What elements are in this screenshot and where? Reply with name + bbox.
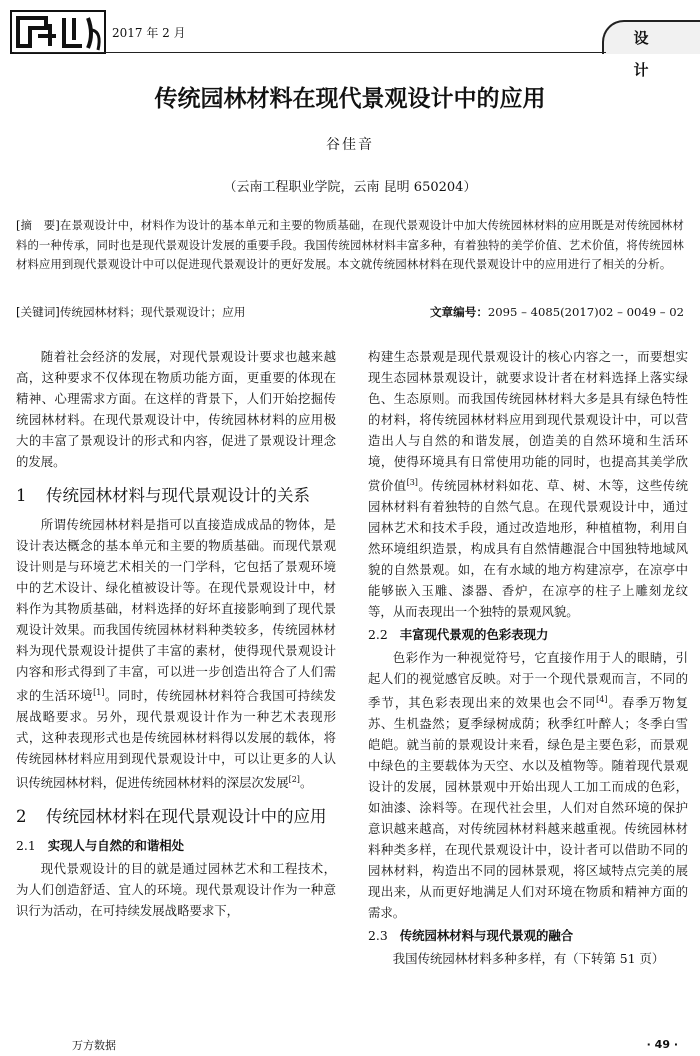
section-1-heading — [16, 482, 336, 510]
affiliation: （云南工程职业学院，云南 昆明 650204） — [223, 180, 477, 195]
article-id-value: 2095 – 4085(2017)02 – 0049 – 02 — [487, 305, 684, 319]
section-2-3-title: 传统园林材料与现代景观的融合 — [399, 928, 574, 944]
ref-1: [1] — [93, 688, 105, 697]
section-2-2-text-b: 。春季万物复苏、生机盎然；夏季绿树成荫；秋季红叶醉人；冬季白雪皑皑。就当前的景观设计来看，绿色是主要色彩，而景观中绿色的主要载体为天空、水以及植物等。随着现代景观设计的发展，园林景观中开始出现人工加工而成的色彩，如油漆、涂料等。在现代社会里，人们对自然环境的保护意识越来越高，对传统园林材料越来越重视。传统园林材料种类多样，在现代景观设计中，设计者可以借助不同的园林材料，构造出不同的园林景观，将区域特点完美的展现出来，从而更好地满足人们对环境在物质和精神方面的需求。 — [368, 695, 689, 921]
section-2-1-paragraph-b — [368, 346, 688, 622]
section-2-1-heading — [16, 835, 336, 856]
ref-3: [3] — [406, 478, 418, 487]
section-2-1-title: 实现人与自然的和谐相处 — [47, 838, 185, 854]
left-column — [16, 346, 336, 921]
keywords-label: [关键词] — [16, 305, 60, 319]
ref-2: [2] — [288, 775, 300, 785]
section-1-number: 1 — [16, 486, 27, 505]
page-number: · 49 · — [646, 1038, 678, 1051]
keywords-line — [16, 304, 684, 320]
abstract-text: 在景观设计中，材料作为设计的基本单元和主要的物质基础，在现代景观设计中加大传统园林材料的应用既是对传统园林材料的一种传承，同时也是现代景观设计发展的重要手段。我国传统园林材料丰富多种，有着独特的美学价值、艺术价值，将传统园林材料应用到现代景观设计中可以促进现代景观设计的更好发展。本文就传统园林材料在现代景观设计中的应用进行了相关的分析。 — [16, 219, 684, 271]
abstract — [16, 216, 684, 275]
ref-4: [4] — [596, 695, 608, 705]
section-2-1-text-a: 构建生态景观是现代景观设计的核心内容之一，而要想实现生态园林景观设计，就要求设计者在材料选择上落实绿色、生态原则。而我国传统园林材料大多是具有绿色特性的材料，将传统园林材料应用到现代景观设计中，可以营造出人与自然的和谐发展，创造美的自然环境和生活环境，使得环境具有日常使用功能的同时，也提高其美学欣赏价值 — [368, 349, 688, 494]
section-2-title: 传统园林材料在现代景观设计中的应用 — [46, 807, 327, 827]
journal-logo — [10, 10, 106, 54]
section-2-3-paragraph: 我国传统园林材料多种多样，有（下转第 51 页） — [392, 951, 665, 967]
header-rule — [14, 52, 606, 53]
section-2-2-title: 丰富现代景观的色彩表现力 — [399, 627, 549, 643]
section-2-1-text-b: 。传统园林材料如花、草、树、木等，这些传统园林材料有着独特的自然气息。在现代景观设计中，通过园林艺术和技术手段，通过改造地形，种植植物，利用自然环境组织造景，构成具有自然情趣混合中国独特地域风貌的自然景观。如，在有水域的地方构建凉亭，在凉亭中能够嵌入玉雕、漆器、香炉，在凉亭的柱子上雕刻龙纹等，从而表现出一个独特的景观风貌。 — [368, 478, 689, 620]
section-1-title: 传统园林材料与现代景观设计的关系 — [46, 486, 310, 505]
article-title: 传统园林材料在现代景观设计中的应用 — [154, 86, 546, 112]
section-2-heading — [16, 803, 336, 831]
section-1-paragraph — [16, 514, 336, 793]
abstract-label: [摘 要] — [16, 219, 60, 232]
section-2-number: 2 — [16, 807, 27, 827]
right-column — [368, 346, 688, 969]
section-2-2-number: 2.2 — [368, 627, 388, 643]
section-tab: 设 计 — [602, 20, 700, 54]
section-1-text-b: 。同时，传统园林材料符合我国可持续发展战略要求。另外，现代景观设计作为一种艺术表现形式，这种表现形式也是传统园林材料得以发展的载体，将传统园林材料应用到现代景观设计中，可以让更多的人认识传统园林材料，促进传统园林材料的深层次发展 — [16, 688, 337, 791]
section-1-text-a: 所谓传统园林材料是指可以直接造成成品的物体，是设计表达概念的基本单元和主要的物质基础。而现代景观设计则是与环境艺术相关的一门学科，它包括了景观环境中的艺术设计、绿化植被设计等。在现代景观设计中，材料作为其物质基础，材料选择的好坏直接影响到了现代景观设计效果。而我国传统园林材料种类较多，传统园林材料为现代景观设计提供了丰富的素材，使得现代景观设计内容和形式得到了丰富，可以进一步创造出符合了人们需求的生活环境 — [16, 517, 336, 704]
article-id-label: 文章编号： — [429, 305, 488, 319]
footer-note: 万方数据 — [72, 1039, 116, 1052]
section-2-1-number: 2.1 — [16, 838, 36, 854]
intro-paragraph: 随着社会经济的发展，对现代景观设计要求也越来越高，这种要求不仅体现在物质功能方面，更重要的体现在精神、心理需求方面。在这样的背景下，人们开始挖掘传统园林材料。在现代景观设计中，传统园林材料的应用极大的丰富了景观设计的形式和内容，促进了景观设计理念的发展。 — [16, 349, 336, 469]
page-header — [0, 0, 700, 79]
keywords: 传统园林材料；现代景观设计；应用 — [59, 305, 246, 319]
section-2-3-number: 2.3 — [368, 928, 388, 944]
issue-date: 2017 年 2 月 — [112, 26, 186, 40]
section-2-2-heading — [368, 624, 688, 645]
section-2-2-paragraph — [368, 647, 688, 923]
article-id — [430, 304, 684, 320]
author: 谷佳音 — [326, 137, 374, 153]
section-2-2-text-a: 色彩作为一种视觉符号，它直接作用于人的眼睛，引起人们的视觉感官反映。对于一个现代景观而言，不同的季节，其色彩表现出来的效果也会不同 — [368, 650, 688, 711]
section-2-1-paragraph-a: 现代景观设计的目的就是通过园林艺术和工程技术，为人们创造舒适、宜人的环境。现代景观设计作为一种意识行为活动，在可持续发展战略要求下， — [16, 861, 336, 919]
section-2-3-heading — [368, 925, 688, 946]
section-1-text-c: 。 — [299, 775, 313, 791]
